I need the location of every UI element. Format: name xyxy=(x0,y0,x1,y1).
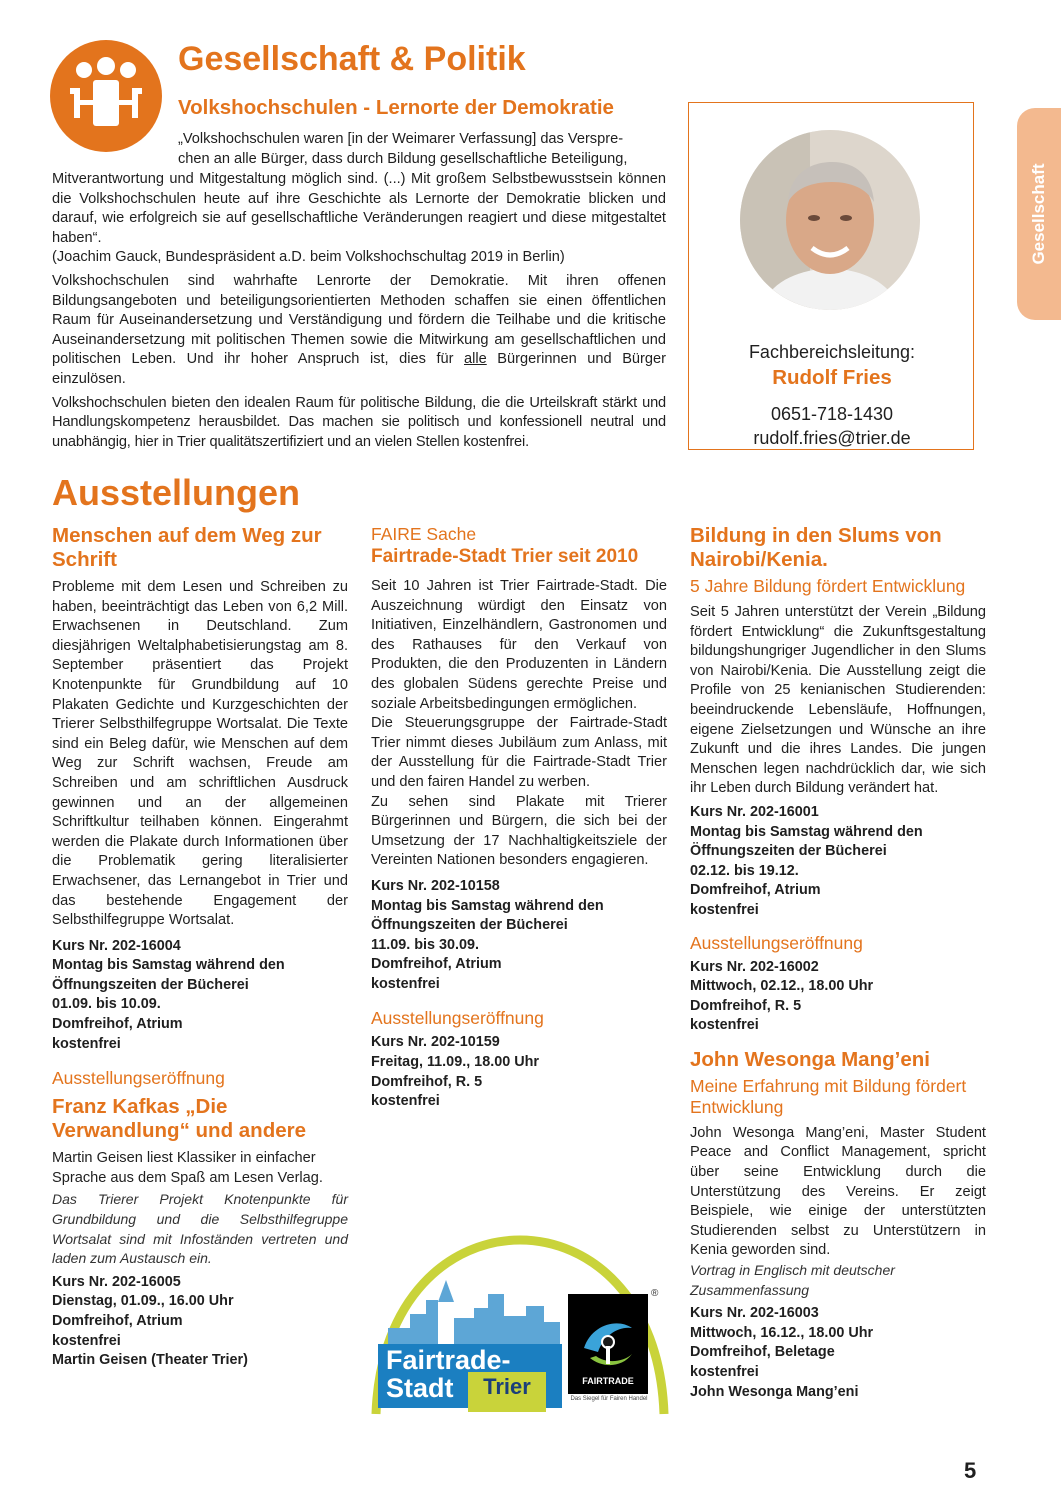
portrait-photo xyxy=(740,130,920,310)
col1-title: Menschen auf dem Weg zur Schrift xyxy=(52,524,322,571)
col2-opening-label: Ausstellungseröffnung xyxy=(371,1008,544,1029)
intro-paragraph-1 xyxy=(52,272,666,390)
logo-line-2: Stadt xyxy=(386,1373,454,1403)
course-location: Domfreihof, R. 5 xyxy=(690,997,802,1014)
course-location: Domfreihof, Atrium xyxy=(52,1313,183,1329)
course-speaker: Martin Geisen (Theater Trier) xyxy=(52,1352,248,1369)
col1-text: Probleme mit dem Lesen und Schreiben zu haben, beeinträchtigt das Leben von 6,2 Mill. Erwachsenen in Deutschland. Zum diesjährigen Weltalphabetisierungstag am 8. September präsentiert das Projekt Knotenpunkte für Grundbildung auf 10 Plakaten Gedichte und Kurzgeschichten der Trierer Selbsthilfegruppe Wortsalat. Die Texte sind ein Beleg dafür, wie Menschen auf dem Weg zur Schrift wachsen, Freude am Schreiben und am schriftlichen Ausdruck gewinnen und an der allgemeinen Schriftkultur teilhaben können. Eingerahmt werden die Plakate durch Informationen über die Problematik gering literalisierter Erwachsener, das Lernangebot in Trier und das bestehende Engagement der Selbsthilfegruppe Wortsalat. xyxy=(52,579,348,929)
para1-underlined: alle xyxy=(464,351,487,368)
course-price: kostenfrei xyxy=(371,1093,440,1110)
page-title: Gesellschaft & Politik xyxy=(178,40,526,78)
col3-course-info xyxy=(690,803,986,921)
course-price: kostenfrei xyxy=(690,901,759,918)
logo-line-1: Fairtrade- xyxy=(386,1345,511,1375)
course-days: Montag bis Samstag während den xyxy=(52,957,285,974)
col3-speaker-course-info xyxy=(690,1304,986,1402)
col2-text-1: Seit 10 Jahren ist Trier Fairtrade-Stadt. Die Auszeichnung würdigt den Einsatz von Initiativen, Einzelhändlern, Gastronomen und des Rathauses für den Verkauf von Produkten, die den Produzenten in Ländern des globalen Südens gerechte Preise und soziale Arbeitsbedingungen ermöglichen. xyxy=(371,578,667,712)
quote-attribution: (Joachim Gauck, Bundespräsident a.D. beim Volkshochschultag 2019 in Berlin) xyxy=(52,249,565,266)
col3-text: Seit 5 Jahren unterstützt der Verein „Bildung fördert Entwicklung“ die Zukunftsgestaltung bildungshungriger Jugendlicher in den Slums von Nairobi/Kenia. Die Ausstellung zeigt die Profile von 25 kenianischen Studierenden: beeindruckende Lebensläufe, Hoffnungen, eigene Zielsetzungen und Wünsche an ihre Zukunft und die ihres Landes. Die jungen Menschen legen nachdrücklich dar, wie sich ihr Leben durch Bildung verändert hat. xyxy=(690,604,986,797)
contact-phone[interactable]: 0651-718-1430 xyxy=(770,404,894,424)
logo-city: Trier xyxy=(483,1374,531,1399)
course-number: Kurs Nr. 202-16001 xyxy=(690,803,819,820)
col2-course-info xyxy=(371,877,667,995)
page-number: 5 xyxy=(964,1458,977,1483)
logo-tagline: Das Siegel für Fairen Handel xyxy=(570,1396,648,1402)
logo-registered: ® xyxy=(651,1288,659,1299)
course-location: Domfreihof, Atrium xyxy=(690,882,821,899)
course-price: kostenfrei xyxy=(52,1332,121,1349)
col2-text-2: Die Steuerungsgruppe der Fairtrade-Stadt Trier nimmt dieses Jubiläum zum Anlass, mit der Ausstellung für die Fairtrade-Stadt Trier und den fairen Handel zu werben. xyxy=(371,715,667,790)
col1-event-course-info xyxy=(52,1273,348,1371)
contact-name: Rudolf Fries xyxy=(772,366,892,389)
course-days: Montag bis Samstag während den xyxy=(690,823,923,840)
course-number: Kurs Nr. 202-10158 xyxy=(371,877,500,894)
quote-line-1: „Volkshochschulen waren [in der Weimarer Verfassung] das Verspre- xyxy=(178,131,624,147)
para1-text: Volkshochschulen sind wahrhafte Lenrorte der Demokratie. Mit ihren offenen Bildungsangeboten und beteiligungsorientierten Methoden schaffen sie einen öffentlichen Raum für Auseinandersetzung und Verständigung und fördern die Teilhabe und die kritische Auseinandersetzung mit politischen Themen sowie die Mitwirkung am gesellschaftlichen und politischen Leben. Und ihr hoher Anspruch ist, dies für xyxy=(52,272,666,368)
course-hours: Öffnungszeiten der Bücherei xyxy=(52,976,249,993)
col1-event-title: Franz Kafkas „Die Verwandlung“ und andere xyxy=(52,1095,307,1143)
col3-speaker-title: John Wesonga Mang’eni xyxy=(690,1047,930,1071)
course-location: Domfreihof, Atrium xyxy=(371,956,502,973)
course-hours: Öffnungszeiten der Bücherei xyxy=(690,843,887,860)
side-tab[interactable] xyxy=(1017,108,1061,320)
course-date: Dienstag, 01.09., 16.00 Uhr xyxy=(52,1293,234,1310)
course-location: Domfreihof, Beletage xyxy=(690,1344,835,1361)
course-number: Kurs Nr. 202-10159 xyxy=(371,1034,500,1051)
side-tab-label: Gesellschaft xyxy=(1029,163,1048,265)
col2-opening-course-info xyxy=(371,1033,667,1111)
intro-paragraph-2: Volkshochschulen bieten den idealen Raum für politische Bildung, die die Urteilskraft stärkt und Handlungskompetenz herausbildet. Das machen sie politisch und konfessionell neutral und unabhängig, hier in Trier qualitätszertifiziert und an vielen Stellen kostenfrei. xyxy=(52,394,666,450)
contact-email[interactable]: rudolf.fries@trier.de xyxy=(753,428,911,448)
course-date: Mittwoch, 02.12., 18.00 Uhr xyxy=(690,978,874,995)
course-date: Mittwoch, 16.12., 18.00 Uhr xyxy=(690,1324,874,1341)
course-days: Montag bis Samstag während den xyxy=(371,897,604,914)
col1-event-text: Martin Geisen liest Klassiker in einfacher Sprache aus dem Spaß am Lesen Verlag. xyxy=(52,1150,323,1186)
col1-course-info xyxy=(52,937,348,1055)
course-price: kostenfrei xyxy=(52,1035,121,1052)
column-3 xyxy=(690,524,986,1402)
para1-text-end: Bürgerinnen und Bürger einzulösen. xyxy=(52,351,666,387)
course-price: kostenfrei xyxy=(690,1017,759,1034)
course-location: Domfreihof, Atrium xyxy=(52,1016,183,1033)
column-2 xyxy=(371,524,667,1112)
course-location: Domfreihof, R. 5 xyxy=(371,1073,483,1090)
course-speaker: John Wesonga Mang’eni xyxy=(690,1383,859,1400)
col3-title: Bildung in den Slums von Nairobi/Kenia. xyxy=(690,524,942,571)
col2-text-3: Zu sehen sind Plakate mit Trierer Bürgerinnen und Bürgern, die sich bei der Umsetzung der 17 Nachhaltigkeitsziele der Vereinten Nationen besonders engagieren. xyxy=(371,793,667,869)
contact-info xyxy=(690,340,974,450)
section-subtitle: Volkshochschulen - Lernorte der Demokratie xyxy=(178,96,614,119)
course-number: Kurs Nr. 202-16004 xyxy=(52,937,181,954)
quote-rest: Mitverantwortung und Mitgestaltung möglich sind. (...) Mit großem Selbstbewusstsein können die Volkshochschulen heute auf ihre Geschichte als Lernorte der Demokratie blicken und darauf, wie erfolgreich sie auf gesellschaftliche Veränderungen reagiert und diese mitgestaltet haben“. xyxy=(52,171,666,246)
fairtrade-logo xyxy=(370,1218,670,1420)
course-number: Kurs Nr. 202-16003 xyxy=(690,1305,819,1322)
course-date: Freitag, 11.09., 18.00 Uhr xyxy=(371,1054,539,1071)
col2-kicker: FAIRE Sache xyxy=(371,524,477,544)
course-dates: 02.12. bis 19.12. xyxy=(690,862,799,879)
col3-subtitle: 5 Jahre Bildung fördert Entwicklung xyxy=(690,576,966,596)
intro-quote-start xyxy=(178,130,666,169)
col3-speaker-text: John Wesonga Mang’eni, Master Student Peace and Conflict Management, spricht über seine Entwicklung durch die Unterstützung des Vereins. Er zeigt Beispiele, wie einige der unterstützten Studierenden selbst zu Unterstützern in Kenia geworden sind. xyxy=(690,1124,986,1259)
course-dates: 11.09. bis 30.09. xyxy=(371,936,480,953)
course-price: kostenfrei xyxy=(371,975,440,992)
course-price: kostenfrei xyxy=(690,1364,759,1380)
course-dates: 01.09. bis 10.09. xyxy=(52,996,161,1013)
column-1 xyxy=(52,524,348,1371)
col2-title: Fairtrade-Stadt Trier seit 2010 xyxy=(371,546,639,567)
col1-opening-label: Ausstellungseröffnung xyxy=(52,1068,225,1089)
course-number: Kurs Nr. 202-16002 xyxy=(690,958,819,975)
col3-opening-course-info xyxy=(690,958,986,1036)
course-number: Kurs Nr. 202-16005 xyxy=(52,1273,181,1290)
col1-event-italic: Das Trierer Projekt Knotenpunkte für Grundbildung und die Selbsthilfegruppe Wortsalat sind mit Infoständen vertreten und laden zum Austausch ein. xyxy=(52,1191,348,1267)
contact-role: Fachbereichsleitung: xyxy=(748,342,916,362)
col3-opening-label: Ausstellungseröffnung xyxy=(690,932,863,953)
quote-line-2: chen an alle Bürger, dass durch Bildung gesellschaftliche Beteiligung, xyxy=(178,150,628,167)
people-group-icon xyxy=(50,40,162,152)
section-title: Ausstellungen xyxy=(52,472,301,513)
col3-speaker-subtitle: Meine Erfahrung mit Bildung fördert Entwicklung xyxy=(690,1075,967,1117)
course-hours: Öffnungszeiten der Bücherei xyxy=(371,917,568,934)
intro-block xyxy=(52,170,666,452)
col3-speaker-italic: Vortrag in Englisch mit deutscher Zusammenfassung xyxy=(690,1262,895,1298)
logo-mark: FAIRTRADE xyxy=(582,1376,634,1386)
